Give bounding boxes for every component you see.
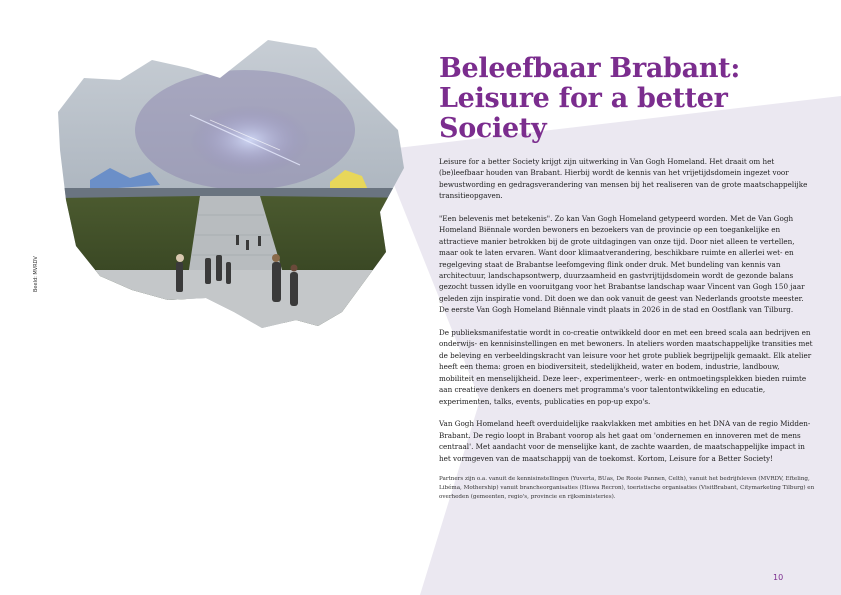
page-title: Beleefbaar Brabant: Leisure for a better Society	[439, 53, 741, 144]
architectural-rendering-image	[50, 30, 420, 340]
page-number: 10	[773, 573, 784, 582]
paragraph: "Een belevenis met betekenis". Zo kan Van Gogh Homeland getypeerd worden. Met de Van Gogh Homeland Biënnale worden bewoners en bezoekers van de provincie op een toegankelijke en attractieve manier betrokken bij de grote uitdagingen van onze tijd. Door niet alleen te vertellen, maar ook te laten ervaren. Want door klimaatverandering, beschikbare ruimte en allerlei wet- en regelgeving staat de Brabantse leefomgeving flink onder druk. Met bundeling van kennis van architectuur, landschapsontwerp, duurzaamheid en gastvrijtijdsdomein wordt de gezonde balans gezocht tussen idylle en vooruitgang voor het Brabantse landschap waar Vincent van Gogh 150 jaar geleden zijn inspiratie vond. Dit doen we dan ook vanuit de geest van Nederlands grootste meester. De eerste Van Gogh Homeland Biënnale vindt plaats in 2026 in de stad en Oostflank van Tilburg.	[439, 214, 805, 315]
paragraph: De publieksmanifestatie wordt in co-creatie ontwikkeld door en met een breed scala aan bedrijven en onderwijs- en kennisinstellingen en met bewoners. In ateliers worden maatschappelijke transities met de beleving en verbeeldingskracht van leisure voor het grote publiek begrijpelijk gemaakt. Elk atelier heeft een thema: groen en biodiversiteit, stedelijkheid, water en bodem, industrie, landbouw, mobiliteit en menselijkheid. Deze leer-, experimenteer-, werk- en ontmoetingsplekken bieden ruimte aan creatieve denkers en doeners met programma's voor talentontwikkeling en educatie, experimenten, talks, events, publicaties en pop-up expo's.	[439, 328, 813, 406]
paragraph: Van Gogh Homeland heeft overduidelijke raakvlakken met ambities en het DNA van de regio Midden-Brabant. De regio loopt in Brabant voorop als het gaat om 'ondernemen en innoveren met de mens centraal'. Met aandacht voor de menselijke kant, de zachte waarden, de maatschappelijke impact in het vormgeven van de maatschappij van de toekomst. Kortom, Leisure for a Better Society!	[439, 419, 811, 463]
paragraph: Leisure for a better Society krijgt zijn uitwerking in Van Gogh Homeland. Het draait om het (be)leefbaar houden van Brabant. Hierbij wordt de kennis van het vrijetijdsdomein ingezet voor bewustwording en gedragsverandering van mensen bij het realiseren van de grote maatschappelijke transitieopgaven.	[439, 157, 808, 201]
image-credit: Beeld: MVRDV	[33, 256, 39, 292]
partners-note: Partners zijn o.a. vanuit de kennisinstellingen (Yuverta, BUas, De Rooie Pannen, Celth), vanuit het bedrijfsleven (MVRDV, Efteling, Libéma, Mothership) vanuit brancheorganisaties (Hiswa Recron), toeristische organisaties (VisitBrabant, Citymarketing Tilburg) en overheden (gemeenten, regio's, provincie en rijksministeries).	[439, 476, 815, 500]
body-text	[439, 156, 815, 512]
